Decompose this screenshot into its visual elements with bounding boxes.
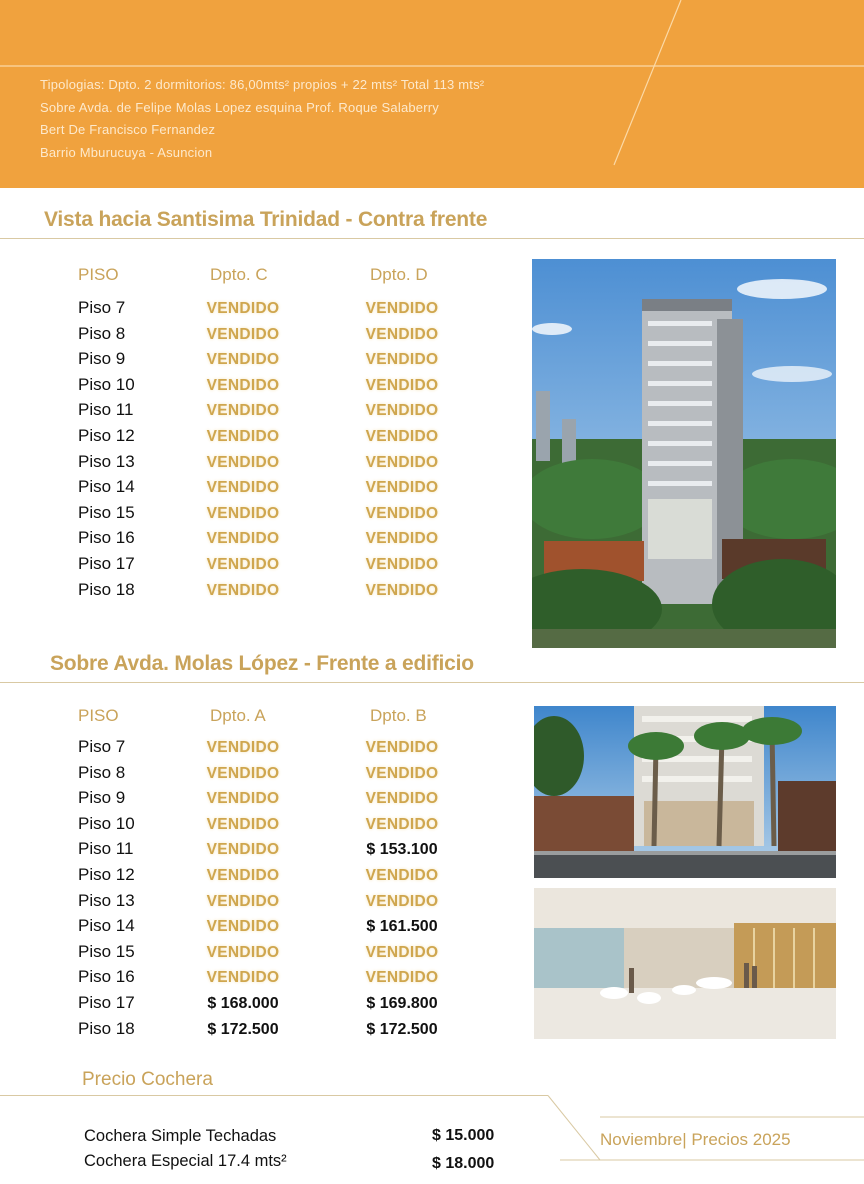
floor-label: Piso 17 xyxy=(78,993,135,1012)
sold-status: VENDIDO xyxy=(365,556,439,573)
sold-status: VENDIDO xyxy=(206,300,280,317)
floor-label: Piso 10 xyxy=(78,375,135,394)
price-date-label: Noviembre| Precios 2025 xyxy=(600,1130,791,1149)
lobby-interior-image xyxy=(534,888,836,1039)
section2-divider xyxy=(0,682,864,683)
section1-col-dpto-d: Dpto. D xyxy=(370,265,428,284)
floor-label: Piso 11 xyxy=(78,400,134,419)
sold-status: VENDIDO xyxy=(365,454,439,471)
unit-price: $ 168.000 xyxy=(207,995,279,1012)
floor-label: Piso 13 xyxy=(78,891,135,910)
parking-simple-price: $ 15.000 xyxy=(432,1127,495,1144)
sold-status: VENDIDO xyxy=(206,402,280,419)
section1-title: Vista hacia Santisima Trinidad - Contra frente xyxy=(44,208,488,231)
header-band xyxy=(0,0,864,188)
sold-status: VENDIDO xyxy=(365,326,439,343)
sold-status: VENDIDO xyxy=(365,300,439,317)
sold-status: VENDIDO xyxy=(365,790,439,807)
floor-label: Piso 7 xyxy=(78,737,126,756)
parking-section-title: Precio Cochera xyxy=(82,1069,213,1090)
floor-label: Piso 15 xyxy=(78,942,135,961)
floor-label: Piso 18 xyxy=(78,1019,135,1038)
floor-label: Piso 9 xyxy=(78,788,126,807)
sold-status: VENDIDO xyxy=(365,582,439,599)
floor-label: Piso 18 xyxy=(78,580,135,599)
floor-label: Piso 15 xyxy=(78,503,135,522)
unit-price: $ 172.500 xyxy=(366,1021,438,1038)
street-front-image xyxy=(534,706,836,878)
floor-label: Piso 8 xyxy=(78,763,126,782)
floor-label: Piso 16 xyxy=(78,967,135,986)
parking-simple-label: Cochera Simple Techadas xyxy=(84,1127,277,1145)
floor-label: Piso 10 xyxy=(78,814,135,833)
sold-status: VENDIDO xyxy=(206,739,280,756)
sold-status: VENDIDO xyxy=(206,428,280,445)
section2-col-dpto-a: Dpto. A xyxy=(210,706,266,725)
floor-label: Piso 11 xyxy=(78,839,134,858)
tower-rendering-image xyxy=(532,259,836,648)
sold-status: VENDIDO xyxy=(206,479,280,496)
unit-price: $ 161.500 xyxy=(366,918,438,935)
sold-status: VENDIDO xyxy=(365,402,439,419)
parking-special-price: $ 18.000 xyxy=(432,1155,495,1172)
floor-label: Piso 8 xyxy=(78,324,126,343)
info-line-neighborhood: Barrio Mburucuya - Asuncion xyxy=(40,144,213,160)
floor-label: Piso 12 xyxy=(78,426,135,445)
sold-status: VENDIDO xyxy=(206,505,280,522)
floor-label: Piso 14 xyxy=(78,477,135,496)
sold-status: VENDIDO xyxy=(365,944,439,961)
sold-status: VENDIDO xyxy=(206,944,280,961)
unit-price: $ 153.100 xyxy=(366,841,438,858)
sold-status: VENDIDO xyxy=(206,556,280,573)
info-line-address: Sobre Avda. de Felipe Molas Lopez esquina Prof. Roque Salaberry xyxy=(40,99,439,115)
floor-label: Piso 7 xyxy=(78,298,126,317)
floor-label: Piso 12 xyxy=(78,865,135,884)
sold-status: VENDIDO xyxy=(206,530,280,547)
sold-status: VENDIDO xyxy=(206,867,280,884)
section1-col-piso: PISO xyxy=(78,265,119,284)
unit-price: $ 169.800 xyxy=(366,995,438,1012)
sold-status: VENDIDO xyxy=(206,454,280,471)
sold-status: VENDIDO xyxy=(365,351,439,368)
section1-divider xyxy=(0,238,864,239)
unit-price: $ 172.500 xyxy=(207,1021,279,1038)
sold-status: VENDIDO xyxy=(365,893,439,910)
sold-status: VENDIDO xyxy=(365,816,439,833)
sold-status: VENDIDO xyxy=(206,582,280,599)
sold-status: VENDIDO xyxy=(365,479,439,496)
sold-status: VENDIDO xyxy=(365,867,439,884)
sold-status: VENDIDO xyxy=(206,969,280,986)
info-line-street: Bert De Francisco Fernandez xyxy=(40,122,216,137)
floor-label: Piso 14 xyxy=(78,916,135,935)
sold-status: VENDIDO xyxy=(365,377,439,394)
section2-title: Sobre Avda. Molas López - Frente a edificio xyxy=(50,652,474,675)
section1-col-dpto-c: Dpto. C xyxy=(210,265,268,284)
sold-status: VENDIDO xyxy=(206,918,280,935)
sold-status: VENDIDO xyxy=(365,765,439,782)
floor-label: Piso 9 xyxy=(78,349,126,368)
sold-status: VENDIDO xyxy=(365,969,439,986)
sold-status: VENDIDO xyxy=(206,326,280,343)
floor-label: Piso 16 xyxy=(78,528,135,547)
sold-status: VENDIDO xyxy=(365,530,439,547)
parking-special-label: Cochera Especial 17.4 mts² xyxy=(84,1152,287,1170)
sold-status: VENDIDO xyxy=(206,377,280,394)
sold-status: VENDIDO xyxy=(206,893,280,910)
project-info xyxy=(40,74,484,164)
sold-status: VENDIDO xyxy=(206,816,280,833)
floor-label: Piso 17 xyxy=(78,554,135,573)
sold-status: VENDIDO xyxy=(206,351,280,368)
sold-status: VENDIDO xyxy=(365,739,439,756)
info-line-typology: Tipologias: Dpto. 2 dormitorios: 86,00mts² propios + 22 mts² Total 113 mts² xyxy=(40,77,485,92)
sold-status: VENDIDO xyxy=(206,790,280,807)
floor-label: Piso 13 xyxy=(78,452,135,471)
sold-status: VENDIDO xyxy=(206,841,280,858)
section2-col-dpto-b: Dpto. B xyxy=(370,706,427,725)
sold-status: VENDIDO xyxy=(206,765,280,782)
section2-col-piso: PISO xyxy=(78,706,119,725)
sold-status: VENDIDO xyxy=(365,505,439,522)
sold-status: VENDIDO xyxy=(365,428,439,445)
